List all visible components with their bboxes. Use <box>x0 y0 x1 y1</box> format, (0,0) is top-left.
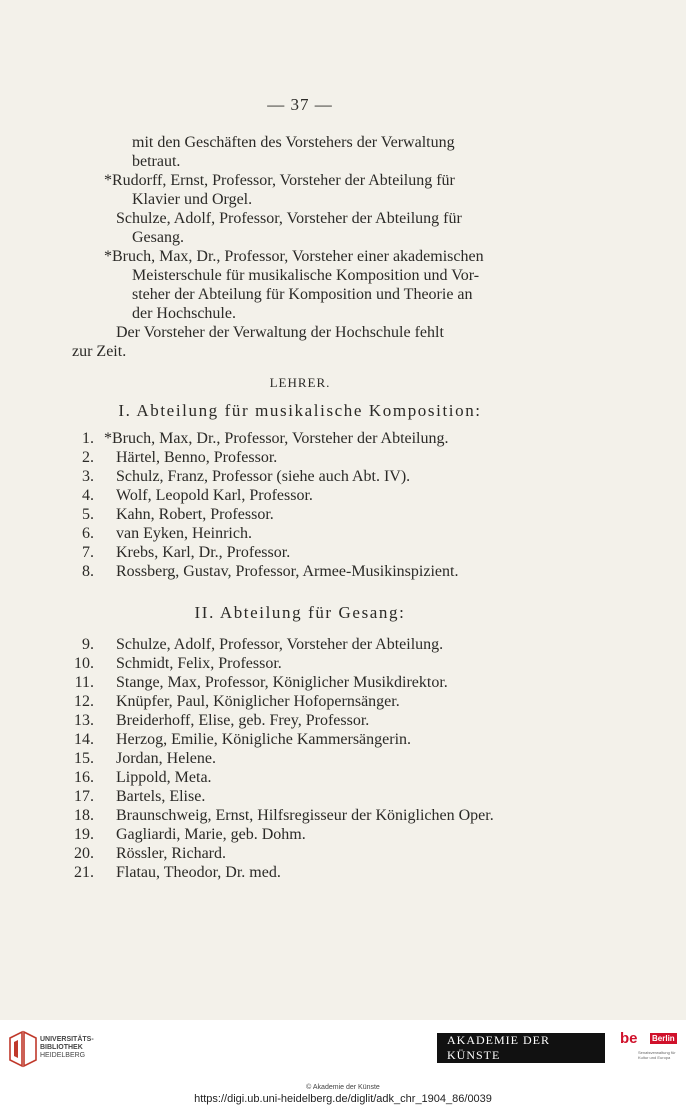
section-2-title: II. Abteilung für Gesang: <box>194 603 406 622</box>
entry-number: 20. <box>74 845 94 862</box>
intro-line: Klavier und Orgel. <box>132 191 253 208</box>
intro-line: betraut. <box>132 153 181 170</box>
entry-text: *Bruch, Max, Dr., Professor, Vorsteher der Abteilung. <box>104 430 449 447</box>
entry-text: Lippold, Meta. <box>116 769 212 786</box>
entry-text: Schmidt, Felix, Professor. <box>116 655 282 672</box>
entry-text: Wolf, Leopold Karl, Professor. <box>116 487 313 504</box>
berlin-tag: Berlin <box>652 1034 675 1043</box>
library-name-line: HEIDELBERG <box>40 1052 86 1059</box>
entry-text: Bartels, Elise. <box>116 788 206 805</box>
entry-number: 14. <box>74 731 94 748</box>
entry-text: Härtel, Benno, Professor. <box>116 449 278 466</box>
entry-text: Breiderhoff, Elise, geb. Frey, Professor. <box>116 712 370 729</box>
intro-line: Meisterschule für musikalische Komposition und Vor- <box>132 267 480 284</box>
entry-text: Schulze, Adolf, Professor, Vorsteher der Abteilung. <box>116 636 444 653</box>
entry-number: 10. <box>74 655 94 672</box>
entry-number: 5. <box>82 506 94 523</box>
entry-text: van Eyken, Heinrich. <box>116 525 252 542</box>
entry-number: 11. <box>74 674 94 691</box>
intro-line: zur Zeit. <box>72 343 127 360</box>
adk-label: AKADEMIE DER KÜNSTE <box>436 1029 606 1067</box>
entry-number: 1. <box>82 430 94 447</box>
entry-number: 17. <box>74 788 94 805</box>
entry-number: 6. <box>82 525 94 542</box>
library-name-line: BIBLIOTHEK <box>40 1044 83 1051</box>
akademie-der-kuenste-logo[interactable] <box>436 1033 606 1063</box>
entry-number: 19. <box>74 826 94 843</box>
berlin-be-mark: be <box>620 1030 638 1047</box>
lehrer-heading: LEHRER. <box>269 375 331 390</box>
entry-number: 21. <box>74 864 94 881</box>
berlin-subtitle: Senatsverwaltung für Kultur und Europa <box>638 1050 676 1060</box>
intro-line: *Bruch, Max, Dr., Professor, Vorsteher einer akademischen <box>104 248 484 265</box>
entry-text: Schulz, Franz, Professor (siehe auch Abt. IV). <box>116 468 411 485</box>
entry-text: Herzog, Emilie, Königliche Kammersängerin. <box>116 731 412 748</box>
entry-text: Rössler, Richard. <box>116 845 227 862</box>
entry-text: Flatau, Theodor, Dr. med. <box>116 864 281 881</box>
intro-line: steher der Abteilung für Komposition und Theorie an <box>132 286 473 303</box>
entry-text: Knüpfer, Paul, Königlicher Hofopernsänger. <box>116 693 400 710</box>
entry-number: 13. <box>74 712 94 729</box>
library-name-line: UNIVERSITÄTS- <box>40 1036 94 1043</box>
permalink-url[interactable]: https://digi.ub.uni-heidelberg.de/diglit/adk_chr_1904_86/0039 <box>194 1093 492 1105</box>
page-number: — 37 — <box>267 95 333 114</box>
entry-text: Stange, Max, Professor, Königlicher Musikdirektor. <box>116 674 448 691</box>
entry-text: Gagliardi, Marie, geb. Dohm. <box>116 826 306 843</box>
entry-number: 18. <box>74 807 94 824</box>
university-library-name[interactable] <box>40 1036 94 1060</box>
entry-number: 12. <box>74 693 94 710</box>
intro-line: *Rudorff, Ernst, Professor, Vorsteher der Abteilung für <box>104 172 455 189</box>
entry-number: 16. <box>74 769 94 786</box>
entry-number: 4. <box>82 487 94 504</box>
entry-number: 2. <box>82 449 94 466</box>
university-library-logo-icon[interactable] <box>8 1030 38 1068</box>
berlin-senate-logo[interactable] <box>618 1030 680 1070</box>
entry-text: Braunschweig, Ernst, Hilfsregisseur der Königlichen Oper. <box>116 807 494 824</box>
entry-text: Kahn, Robert, Professor. <box>116 506 274 523</box>
copyright-notice: © Akademie der Künste <box>306 1084 380 1091</box>
entry-number: 3. <box>82 468 94 485</box>
intro-line: Gesang. <box>132 229 184 246</box>
intro-line: Schulze, Adolf, Professor, Vorsteher der Abteilung für <box>116 210 462 227</box>
entry-number: 7. <box>82 544 94 561</box>
intro-line: der Hochschule. <box>132 305 236 322</box>
entry-text: Krebs, Karl, Dr., Professor. <box>116 544 291 561</box>
entry-number: 15. <box>74 750 94 767</box>
entry-number: 9. <box>82 636 94 653</box>
entry-text: Rossberg, Gustav, Professor, Armee-Musikinspizient. <box>116 563 459 580</box>
entry-number: 8. <box>82 563 94 580</box>
section-1-title: I. Abteilung für musikalische Komposition: <box>118 401 482 420</box>
intro-line: Der Vorsteher der Verwaltung der Hochschule fehlt <box>116 324 444 341</box>
intro-line: mit den Geschäften des Vorstehers der Verwaltung <box>132 134 455 151</box>
entry-text: Jordan, Helene. <box>116 750 216 767</box>
